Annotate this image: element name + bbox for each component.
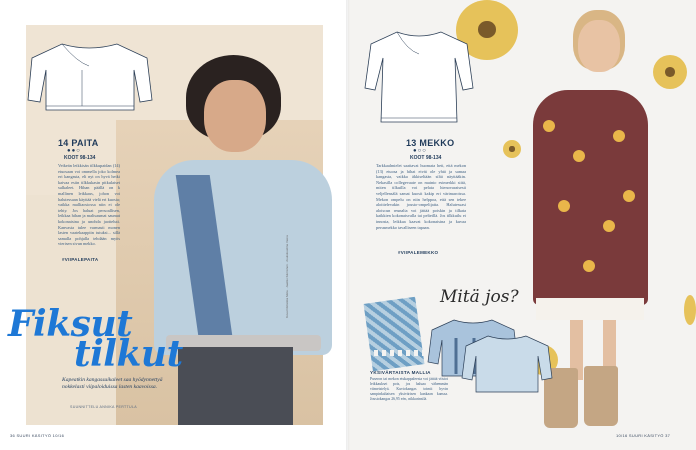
item-sizes: KOOT 98-134 — [410, 155, 442, 161]
sidebar-heading: Mitä jos? — [440, 287, 519, 307]
folio-right: 10/16 SUURI KÄSITYÖ 37 — [616, 433, 671, 438]
girl-face — [578, 20, 620, 72]
photo-credit: Kuvat Rebekka Mela · Jaakko Kärnänen · Asukokoelma Veera — [285, 235, 289, 318]
body-text-left: Veikeän leikkisän tilkkupaidan (14) etuosaan voi ommella joko kolmea eri kangasta, eli nyt on hyvä hetki kaivaa esiin tilkkukasin pitkulaiset sulkaleet. Hihan päällä on k mallinen leikkaus, johon voi halutessaan käyttää vielä eri kuosia; vaikka malliaosiossa niin ei ole tehty. Jos haluat persoallisen, leikkaa hihan ja malisaumat saumat kokonaisina ja unohda jaotteluti. Kanvasta tulee varmasti monen lasten vaatekaappiin tutuksi... sillä samalla pohjalla tehdään myös vierisen sivun mekko. — [58, 163, 120, 247]
dress-flat-sketch — [363, 30, 475, 130]
flower-icon — [503, 140, 521, 158]
flower-dress — [533, 90, 648, 305]
dress-hem — [536, 298, 644, 320]
difficulty-dots-icon: ●●○ — [67, 148, 81, 154]
difficulty-dots-icon: ●○○ — [413, 148, 427, 154]
body-text-right: Tarkkaalmielet saattavat huomata heti, että mekon (13) etuosa ja hihat eivät ole yhtä ja samaa kangasta, vaikka äkkiseltään siltä näyttääkin. Nekasilla collegevaate on mainio esimerkki siitä, miten tilkuilla voi pelata hienovaraisesti veljellensälä samat kuosit kakip eri värimaroissa. Mekon ompelu on niin helppoa, että sen tekee aloittelevakin jousto-ompelijatta. Halutessasi aloiscun reunalta voi jättää poiskin ja tilkata kaikkien kokonaisvalla tai pelteillä. Jos tilkkuilu ei innosta, leikkaa kaavat kokonaisina ja kuvaa perusmekko tavalliseen tapaan. — [376, 163, 466, 230]
gutter — [346, 0, 350, 450]
swatch-pinked-edge — [366, 350, 424, 356]
sidebar-body: Puseron tai mekon etukappaleesta voi jättää viistot leikkaukset pois, jos haluaa vähemmän viimeistelyä. Kuviokangas toimii hyvin sampinkaltaisen yksivärisen kankaan kanssa. Joustokangas 26,95 e/m, nikkarinsilä. — [370, 377, 448, 401]
hashtag-right: #VIIPALEMEKKO — [398, 250, 439, 255]
byline: SUUNNITTELU ANNIKA PERTTULA — [70, 405, 137, 409]
item-title-14: 14 PAITA — [58, 138, 99, 148]
folio-left: 36 SUURI KÄSITYÖ 10/16 — [10, 433, 65, 438]
headline-line-2: tilkut — [74, 333, 183, 375]
boy-jeans — [178, 347, 293, 425]
sidebar-title: YKSIVÄRTAISTA MALLIA — [370, 370, 431, 375]
deck-text: Kapeatkin kangassuikaleet saa hyödynnettyä nokkelasti viipaloiduissa lasten kaavoissa. — [62, 377, 163, 390]
flower-icon — [684, 295, 696, 325]
boot — [584, 366, 618, 426]
fabric-swatch — [364, 297, 425, 372]
flower-icon — [653, 55, 687, 89]
item-title-13: 13 MEKKO — [406, 138, 455, 148]
alt-dress-sketch — [460, 334, 555, 396]
right-page — [348, 0, 696, 450]
item-sizes: KOOT 98-134 — [64, 155, 96, 161]
hashtag-left: #VIIPALEPAITA — [62, 257, 99, 262]
headline-line-1: Fiksut — [8, 303, 133, 345]
boy-face — [204, 80, 266, 152]
sweater-flat-sketch — [22, 40, 157, 120]
